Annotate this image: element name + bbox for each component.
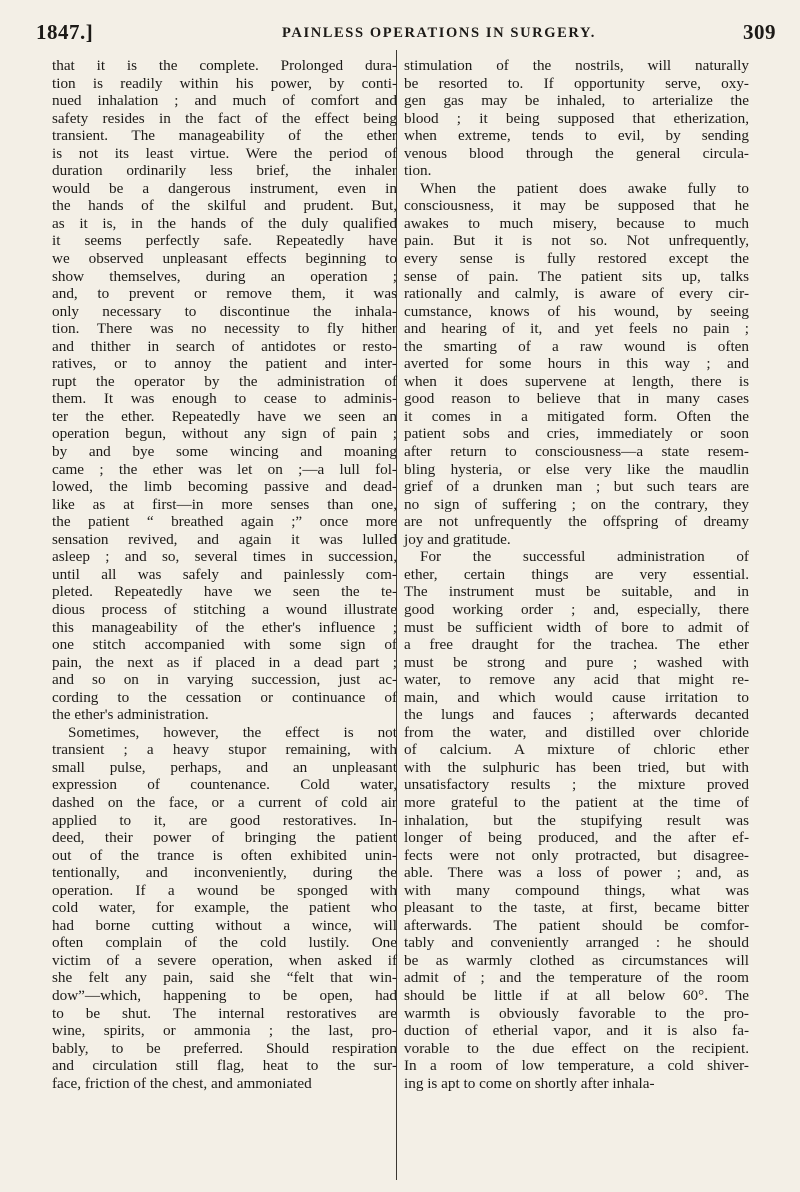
text-line: dious process of stitching a wound illustrate [52, 600, 397, 618]
text-line: with the sulphuric has been tried, but with [404, 758, 749, 776]
text-line: with many compound things, what was [404, 881, 749, 899]
text-line: joy and gratitude. [404, 530, 511, 548]
text-line: and thither in search of antidotes or resto- [52, 337, 397, 355]
text-line: them. It was enough to cease to adminis- [52, 390, 397, 408]
text-line: operation begun, without any sign of pain ; [52, 425, 397, 443]
text-line: show themselves, during an operation ; [52, 267, 397, 285]
text-line: came ; the ether was let on ;—a lull fol- [52, 460, 397, 478]
text-line: pleted. Repeatedly have we seen the te- [52, 583, 397, 601]
text-line: be as warmly clothed as circumstances will [404, 951, 749, 969]
text-line: face, friction of the chest, and ammoniated [52, 1074, 312, 1092]
text-line: cold water, for example, the patient who [52, 899, 397, 917]
text-line: grief of a drunken man ; but such tears are [404, 478, 749, 496]
text-line: that it is the complete. Prolonged dura- [52, 57, 397, 74]
text-line: be resorted to. If opportunity serve, oxy- [404, 74, 749, 92]
text-line: stimulation of the nostrils, will naturally [404, 57, 749, 74]
text-line: dow”—which, happening to be open, had [52, 986, 397, 1004]
text-line: admit of ; and the temperature of the room [404, 969, 749, 987]
running-header [22, 14, 778, 50]
text-line: by and bye some wincing and moaning [52, 443, 397, 461]
text-line: inhalation, but the stupifying result was [404, 811, 749, 829]
text-line: tion. [404, 162, 432, 180]
text-line: awakes to much misery, because to much [404, 214, 749, 232]
text-line: pain. But it is not so. Not unfrequently, [404, 232, 749, 250]
text-line: afterwards. The patient should be comfor- [404, 916, 749, 934]
text-line: transient. The manageability of the ether [52, 127, 397, 145]
text-line: to be shut. The internal restoratives are [52, 1004, 397, 1022]
text-line: the ether's administration. [52, 706, 209, 724]
text-line: wine, spirits, or ammonia ; the last, pro- [52, 1022, 397, 1040]
text-line: ing is apt to come on shortly after inhala- [404, 1074, 655, 1092]
text-line: ter the ether. Repeatedly have we seen an [52, 407, 397, 425]
text-line: lowed, the limb becoming passive and dead- [52, 478, 397, 496]
page-number: 309 [743, 20, 776, 44]
text-line: In a room of low temperature, a cold shiver- [404, 1057, 749, 1075]
text-line: warmth is obviously favorable to the pro- [404, 1004, 749, 1022]
text-line: it comes in a mitigated form. Often the [404, 407, 749, 425]
text-line: main, and which would cause irritation to [404, 688, 749, 706]
text-line: and, to prevent or remove them, it was [52, 285, 397, 303]
text-line: rationally and calmly, is aware of every cir- [404, 285, 749, 303]
text-line: tentionally, and inconveniently, during the [52, 864, 397, 882]
text-line: patient sobs and cries, immediately or soon [404, 425, 749, 443]
text-line: averted for some hours in this way ; and [404, 355, 749, 373]
text-line: ratives, or to annoy the patient and inter- [52, 355, 397, 373]
text-line: the patient “ breathed again ;” once more [52, 513, 397, 531]
text-line: Sometimes, however, the effect is not [68, 723, 397, 741]
text-line: deed, their power of bringing the patient [52, 829, 397, 847]
text-line: pain, the next as if placed in a dead part ; [52, 653, 397, 671]
text-line: and circulation still flag, heat to the sur- [52, 1057, 397, 1075]
text-line: the smarting of a raw wound is often [404, 337, 749, 355]
text-line: tion. There was no necessity to fly hither [52, 320, 397, 338]
text-line: duction of etherial vapor, and it is also fa- [404, 1022, 749, 1040]
text-line: nued inhalation ; and much of comfort and [52, 92, 397, 110]
text-line: when extreme, tends to evil, by sending [404, 127, 749, 145]
text-line: as it is, in the hands of the duly qualified [52, 214, 397, 232]
text-line: a free draught for the trachea. The ether [404, 636, 749, 654]
text-line: and so on in varying succession, just ac- [52, 671, 397, 689]
text-line: For the successful administration of [420, 548, 749, 566]
text-line: like as at first—in more senses than one, [52, 495, 397, 513]
text-line: asleep ; and so, several times in succession, [52, 548, 397, 566]
text-line: it seems perfectly safe. Repeatedly have [52, 232, 397, 250]
text-line: more grateful to the patient at the time of [404, 793, 749, 811]
text-line: she felt any pain, said she “felt that win- [52, 969, 397, 987]
text-line: after return to consciousness—a state resem- [404, 443, 749, 461]
text-line: must be strong and pure ; washed with [404, 653, 749, 671]
text-line: pleasant to the taste, at first, became bitter [404, 899, 749, 917]
text-line: would be a dangerous instrument, even in [52, 179, 397, 197]
text-line: The instrument must be suitable, and in [404, 583, 749, 601]
text-line: and hearing of it, and yet feels no pain ; [404, 320, 749, 338]
text-line: cumstance, knows of his wound, by seeing [404, 302, 749, 320]
text-line: from the water, and distilled over chloride [404, 723, 749, 741]
text-line: until all was safely and painlessly com- [52, 565, 397, 583]
text-line: had borne cutting without a wince, will [52, 916, 397, 934]
text-line: water, to remove any acid that might re- [404, 671, 749, 689]
text-line: sensation revived, and again it was lulled [52, 530, 397, 548]
text-line: applied to it, are good restoratives. In- [52, 811, 397, 829]
text-line: bably, to be preferred. Should respiration [52, 1039, 397, 1057]
text-line: one stitch accompanied with some sign of [52, 636, 397, 654]
text-line: able. There was a loss of power ; and, as [404, 864, 749, 882]
text-line: are not unfrequently the offspring of dreamy [404, 513, 749, 531]
text-line: the hands of the skilful and prudent. But, [52, 197, 397, 215]
text-line: When the patient does awake fully to [420, 179, 749, 197]
left-column [52, 57, 397, 1092]
text-line: unsatisfactory results ; the mixture proved [404, 776, 749, 794]
text-line: cording to the cessation or continuance of [52, 688, 397, 706]
text-line: must be sufficient width of bore to admit of [404, 618, 749, 636]
text-line: is not its least virtue. Were the period of [52, 144, 397, 162]
text-line: should be little if at all below 60°. The [404, 986, 749, 1004]
text-line: this manageability of the ether's influence ; [52, 618, 397, 636]
text-line: rupt the operator by the administration of [52, 372, 397, 390]
text-line: of calcium. A mixture of chloric ether [404, 741, 749, 759]
text-line: blood ; it being supposed that etherization, [404, 109, 749, 127]
text-line: tably and conveniently arranged : he should [404, 934, 749, 952]
text-line: expression of countenance. Cold water, [52, 776, 397, 794]
text-line: small pulse, perhaps, and an unpleasant [52, 758, 397, 776]
text-line: victim of a severe operation, when asked if [52, 951, 397, 969]
text-line: the lungs and fauces ; afterwards decanted [404, 706, 749, 724]
text-line: transient ; a heavy stupor remaining, with [52, 741, 397, 759]
text-line: operation. If a wound be sponged with [52, 881, 397, 899]
text-line: we observed unpleasant effects beginning to [52, 250, 397, 268]
text-line: consciousness, it may be supposed that he [404, 197, 749, 215]
text-line: ether, certain things are very essential. [404, 565, 749, 583]
header-title: PAINLESS OPERATIONS IN SURGERY. [282, 25, 596, 41]
text-line: bling hysteria, or else very like the maudlin [404, 460, 749, 478]
text-line: every sense is fully restored except the [404, 250, 749, 268]
text-line: gen gas may be inhaled, to arterialize the [404, 92, 749, 110]
text-line: safety resides in the fact of the effect being [52, 109, 397, 127]
text-line: dashed on the face, or a current of cold air [52, 793, 397, 811]
text-line: sense of pain. The patient sits up, talks [404, 267, 749, 285]
text-line: no sign of suffering ; on the contrary, they [404, 495, 749, 513]
text-line: when it does supervene at length, there is [404, 372, 749, 390]
text-line: venous blood through the general circula- [404, 144, 749, 162]
text-line: vorable to the due effect on the recipient. [404, 1039, 749, 1057]
text-line: fects were not only protracted, but disagree- [404, 846, 749, 864]
text-line: good working order ; and, especially, there [404, 600, 749, 618]
header-year: 1847.] [36, 20, 94, 44]
text-line: only necessary to discontinue the inhala- [52, 302, 397, 320]
text-line: duration ordinarily less brief, the inhaler [52, 162, 397, 180]
text-line: good reason to believe that in many cases [404, 390, 749, 408]
text-line: longer of being produced, and the after ef- [404, 829, 749, 847]
text-line: tion is readily within his power, by conti- [52, 74, 397, 92]
text-line: often complain of the cold lustily. One [52, 934, 397, 952]
right-column [404, 57, 749, 1092]
text-line: out of the trance is often exhibited unin- [52, 846, 397, 864]
